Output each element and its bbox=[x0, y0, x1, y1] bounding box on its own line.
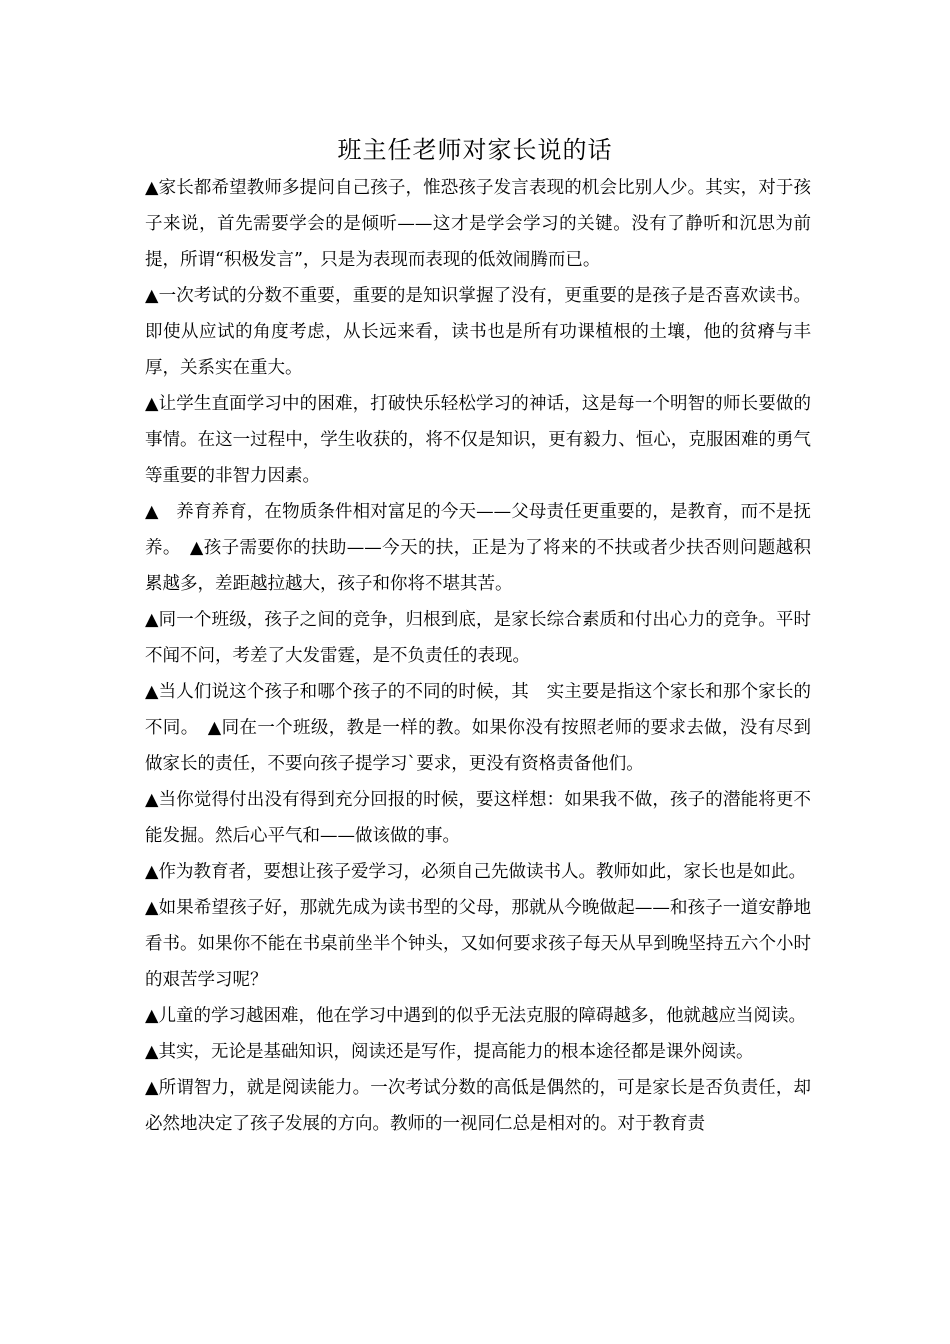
paragraph-8: ▲作为教育者，要想让孩子爱学习，必须自己先做读书人。教师如此，家长也是如此。 bbox=[145, 862, 806, 882]
paragraph-5: ▲同一个班级，孩子之间的竞争，归根到底，是家长综合素质和付出心力的竞争。平时不闻不问，考差了大发雷霆，是不负责任的表现。 bbox=[145, 610, 811, 666]
paragraph-2: ▲一次考试的分数不重要，重要的是知识掌握了没有，更重要的是孩子是否喜欢读书。即使从应试的角度考虑，从长远来看，读书也是所有功课植根的土壤，他的贫瘠与丰厚，关系实在重大。 bbox=[145, 286, 811, 378]
paragraph-7: ▲当你觉得付出没有得到充分回报的时候，要这样想：如果我不做，孩子的潜能将更不能发掘。然后心平气和——做该做的事。 bbox=[145, 790, 811, 846]
document-title: 班主任老师对家长说的话 bbox=[337, 136, 613, 164]
paragraph-11: ▲其实，无论是基础知识，阅读还是写作，提高能力的根本途径都是课外阅读。 bbox=[145, 1042, 754, 1062]
paragraph-10: ▲儿童的学习越困难，他在学习中遇到的似乎无法克服的障碍越多，他就越应当阅读。 bbox=[145, 1006, 806, 1026]
paragraph-3: ▲让学生直面学习中的困难，打破快乐轻松学习的神话，这是每一个明智的师长要做的事情。在这一过程中，学生收获的，将不仅是知识，更有毅力、恒心，克服困难的勇气等重要的非智力因素。 bbox=[145, 394, 811, 486]
paragraph-4: ▲ 养育养育，在物质条件相对富足的今天——父母责任更重要的，是教育，而不是抚养。 ▲孩子需要你的扶助——今天的扶，正是为了将来的不扶或者少扶否则问题越积累越多，差距越拉越大，孩子和你将不堪其苦。 bbox=[145, 502, 811, 594]
paragraph-6: ▲当人们说这个孩子和哪个孩子的不同的时候，其 实主要是指这个家长和那个家长的不同。 ▲同在一个班级，教是一样的教。如果你没有按照老师的要求去做，没有尽到做家长的责任，不要向孩子提学习`要求，更没有资格责备他们。 bbox=[145, 682, 811, 774]
paragraph-9: ▲如果希望孩子好，那就先成为读书型的父母，那就从今晚做起——和孩子一道安静地看书。如果你不能在书桌前坐半个钟头，又如何要求孩子每天从早到晚坚持五六个小时的艰苦学习呢？ bbox=[145, 898, 811, 990]
paragraph-1: ▲家长都希望教师多提问自己孩子，惟恐孩子发言表现的机会比别人少。其实，对于孩子来说，首先需要学会的是倾听——这才是学会学习的关键。没有了静听和沉思为前提，所谓“积极发言”，只是为表现而表现的低效闹腾而已。 bbox=[145, 178, 811, 270]
paragraph-12: ▲所谓智力，就是阅读能力。一次考试分数的高低是偶然的，可是家长是否负责任，却必然地决定了孩子发展的方向。教师的一视同仁总是相对的。对于教育责 bbox=[145, 1078, 811, 1134]
document-body bbox=[145, 170, 811, 1142]
